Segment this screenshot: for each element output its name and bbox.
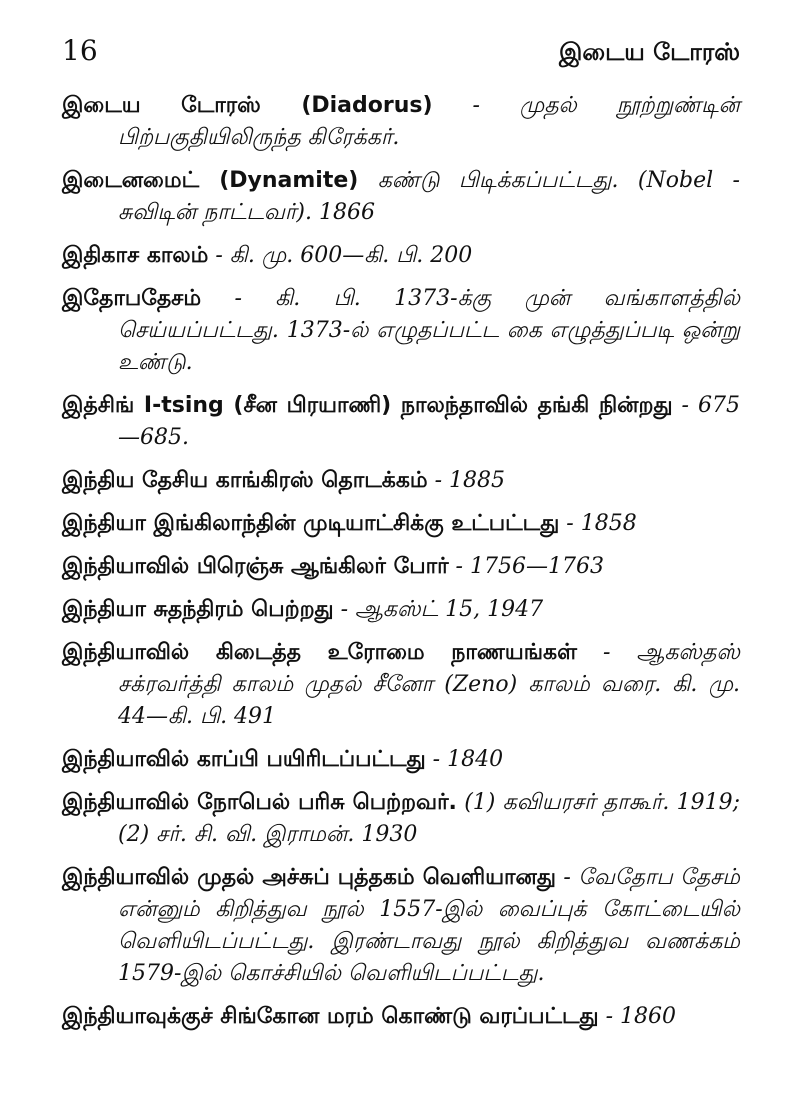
- entry-head: இந்தியா சுதந்திரம் பெற்றது: [62, 597, 334, 622]
- entry: [62, 787, 740, 851]
- entry-text: - ஆகஸ்தஸ் சக்ரவர்த்தி காலம் முதல் சீனோ (Zeno) காலம் வரை. கி. மு. 44—கி. பி. 491: [118, 640, 740, 729]
- entry: [62, 90, 740, 154]
- page-header: [62, 34, 740, 86]
- entry-text: - 1885: [427, 468, 506, 493]
- entry-list: [62, 90, 740, 1033]
- entry: [62, 165, 740, 229]
- entry-text: கண்டு பிடிக்கப்பட்டது. (Nobel - சுவிடின் நாட்டவர்). 1866: [118, 168, 740, 225]
- entry-text: - ஆகஸ்ட் 15, 1947: [333, 597, 544, 622]
- entry-head: இடைனமைட் (Dynamite): [62, 168, 359, 193]
- entry: [62, 508, 740, 540]
- entry-head: இத்சிங் I-tsing (சீன பிரயாணி) நாலந்தாவில் தங்கி நின்றது: [62, 393, 673, 418]
- entry-head: இந்தியா இங்கிலாந்தின் முடியாட்சிக்கு உட்பட்டது: [62, 511, 560, 536]
- entry-text: - 1858: [559, 511, 637, 536]
- entry-head: இந்திய தேசிய காங்கிரஸ் தொடக்கம்: [62, 468, 428, 493]
- entry-text: - கி. மு. 600—கி. பி. 200: [208, 243, 473, 268]
- entry-head: இந்தியாவில் பிரெஞ்சு ஆங்கிலர் போர்: [62, 554, 449, 579]
- entry-text: - 1860: [598, 1004, 677, 1029]
- entry-head: இந்தியாவுக்குச் சிங்கோன மரம் கொண்டு வரப்பட்டது: [62, 1004, 599, 1029]
- entry-text: - வேதோப தேசம் என்னும் கிறித்துவ நூல் 1557-இல் வைப்புக் கோட்டையில் வெளியிடப்பட்டது. இரண்டாவது நூல் கிறித்துவ வணக்கம் 1579-இல் கொச்சியில் வெளியிடப்பட்டது.: [118, 865, 740, 986]
- entry: [62, 594, 740, 626]
- entry-text: - 675—685.: [118, 393, 740, 450]
- entry-head: இந்தியாவில் காப்பி பயிரிடப்பட்டது: [62, 747, 426, 772]
- entry-head: இதிகாச காலம்: [62, 243, 209, 268]
- entry: [62, 240, 740, 272]
- entry: [62, 465, 740, 497]
- entry: [62, 862, 740, 990]
- entry: [62, 637, 740, 733]
- entry: [62, 283, 740, 379]
- entry-head: இந்தியாவில் கிடைத்த உரோமை நாணயங்கள்: [62, 640, 577, 665]
- entry: [62, 390, 740, 454]
- page-number: 16: [62, 34, 98, 67]
- entry-head: இந்தியாவில் நோபெல் பரிசு பெற்றவர்.: [62, 790, 457, 815]
- entry-head: இடைய டோரஸ் (Diadorus): [62, 93, 433, 118]
- entry: [62, 1001, 740, 1033]
- entry-text: (1) கவியரசர் தாகூர். 1919; (2) சர். சி. வி. இராமன். 1930: [118, 790, 740, 847]
- entry-head: இந்தியாவில் முதல் அச்சுப் புத்தகம் வெளியானது: [62, 865, 556, 890]
- entry-head: இதோபதேசம்: [62, 286, 202, 311]
- entry-text: - முதல் நூற்றுண்டின் பிற்பகுதியிலிருந்த கிரேக்கர்.: [118, 93, 740, 150]
- entry: [62, 551, 740, 583]
- running-head: இடைய டோரஸ்: [559, 38, 740, 66]
- entry-text: - 1756—1763: [448, 554, 604, 579]
- entry-text: - 1840: [425, 747, 504, 772]
- entry: [62, 744, 740, 776]
- entry-text: - கி. பி. 1373-க்கு முன் வங்காளத்தில் செய்யப்பட்டது. 1373-ல் எழுதப்பட்ட கை எழுத்துப்படி ஒன்று உண்டு.: [118, 286, 740, 375]
